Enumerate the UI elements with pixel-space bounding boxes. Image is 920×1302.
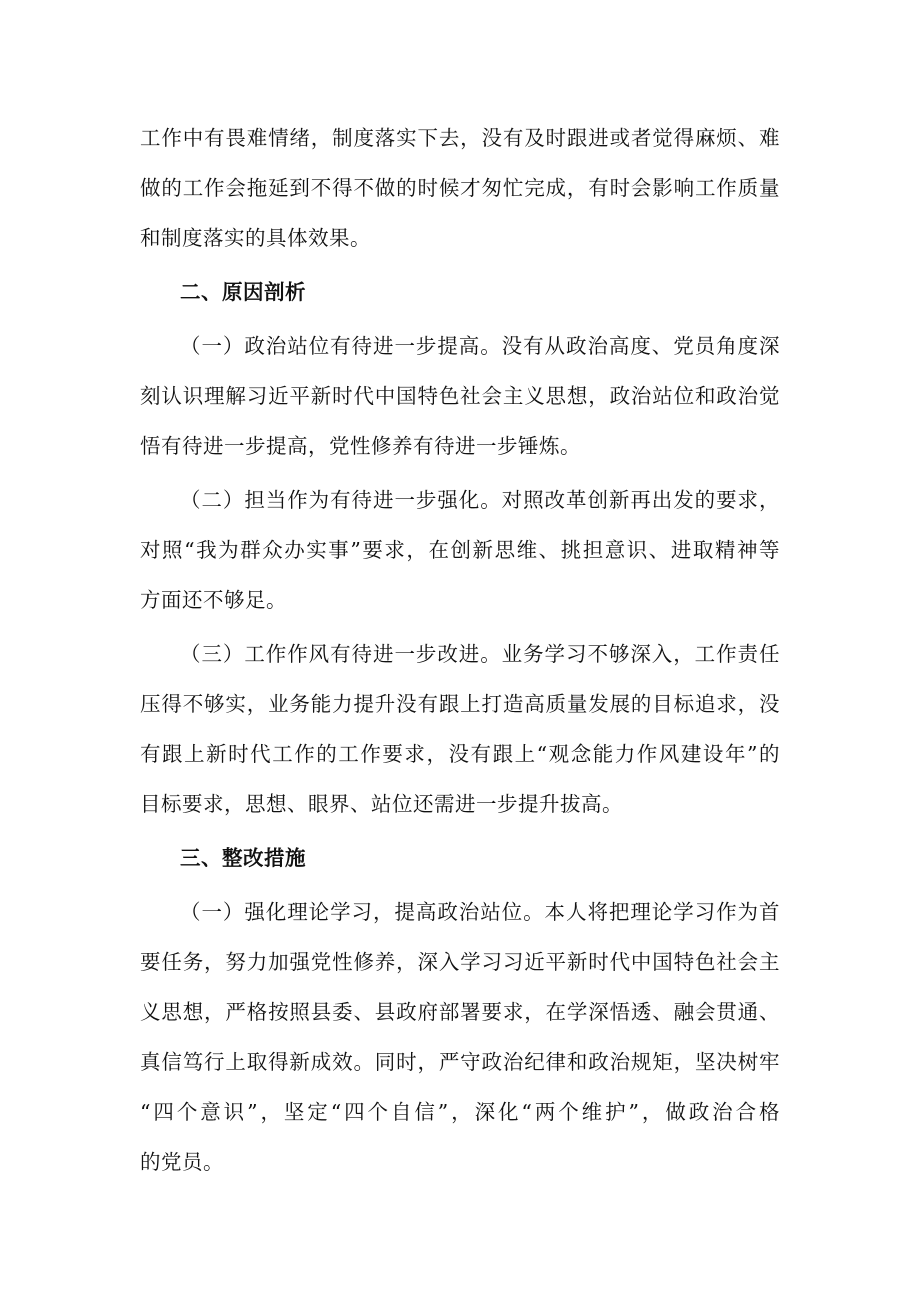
paragraph-line: 和制度落实的具体效果。	[140, 226, 371, 250]
paragraph-line: 方面还不够足。	[140, 588, 287, 612]
paragraph-line: 悟有待进一步提高，党性修养有待进一步锤炼。	[140, 434, 581, 458]
paragraph-line: “四个意识”，坚定“四个自信”，深化“两个维护”，做政治合格	[140, 1100, 780, 1124]
paragraph-line: 真信笃行上取得新成效。同时，严守政治纪律和政治规矩，坚决树牢	[140, 1050, 780, 1074]
paragraph-line: 刻认识理解习近平新时代中国特色社会主义思想，政治站位和政治觉	[140, 384, 780, 408]
paragraph-line: 工作中有畏难情绪，制度落实下去，没有及时跟进或者觉得麻烦、难	[140, 126, 780, 150]
paragraph-line: （三）工作作风有待进一步改进。业务学习不够深入，工作责任	[180, 642, 780, 666]
paragraph-line: 义思想，严格按照县委、县政府部署要求，在学深悟透、融会贯通、	[140, 1000, 780, 1024]
section-heading-rectification-measures: 三、整改措施	[180, 846, 306, 870]
paragraph-line: （一）强化理论学习，提高政治站位。本人将把理论学习作为首	[180, 900, 780, 924]
paragraph-line: （一）政治站位有待进一步提高。没有从政治高度、党员角度深	[180, 334, 780, 358]
paragraph-line: 有跟上新时代工作的工作要求，没有跟上“观念能力作风建设年”的	[140, 742, 780, 766]
paragraph-line: 目标要求，思想、眼界、站位还需进一步提升拔高。	[140, 792, 623, 816]
paragraph-line: 的党员。	[140, 1150, 224, 1174]
paragraph-line: 对照“我为群众办实事”要求，在创新思维、挑担意识、进取精神等	[140, 538, 780, 562]
paragraph-line: （二）担当作为有待进一步强化。对照改革创新再出发的要求，	[180, 488, 780, 512]
section-heading-cause-analysis: 二、原因剖析	[180, 280, 306, 304]
paragraph-line: 做的工作会拖延到不得不做的时候才匆忙完成，有时会影响工作质量	[140, 176, 780, 200]
paragraph-line: 压得不够实，业务能力提升没有跟上打造高质量发展的目标追求，没	[140, 692, 780, 716]
paragraph-line: 要任务，努力加强党性修养，深入学习习近平新时代中国特色社会主	[140, 950, 780, 974]
